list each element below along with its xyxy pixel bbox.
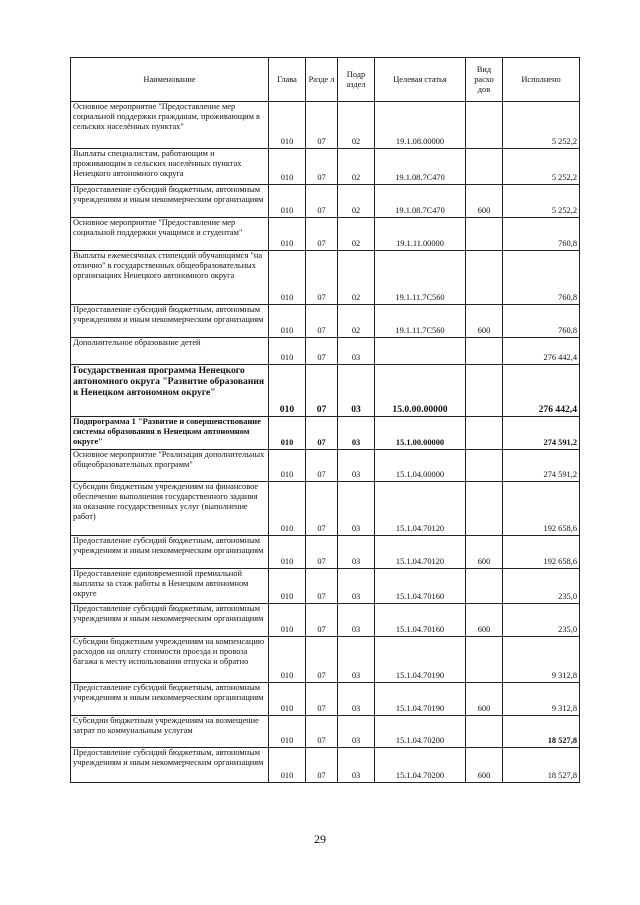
table-row: [71, 683, 580, 716]
row-statya: 19.1.11.00000: [375, 218, 466, 251]
row-vid: [466, 149, 503, 185]
row-glava: 010: [269, 149, 306, 185]
row-ispolneno: 235,0: [503, 569, 580, 604]
table-row: [71, 149, 580, 185]
row-name: Субсидии бюджетным учреждениям на возмещение затрат по коммунальным услугам: [71, 716, 269, 748]
row-vid: [466, 218, 503, 251]
row-razdel: 07: [306, 102, 338, 149]
row-ispolneno: 192 658,6: [503, 536, 580, 569]
header-podrazdel: Подр аздел: [338, 58, 375, 102]
table-row: [71, 185, 580, 218]
row-podrazdel: 02: [338, 185, 375, 218]
row-glava: 010: [269, 683, 306, 716]
row-podrazdel: 03: [338, 637, 375, 683]
row-statya: [375, 338, 466, 365]
row-ispolneno: 9 312,8: [503, 637, 580, 683]
row-statya: 15.1.04.70200: [375, 748, 466, 783]
row-glava: 010: [269, 417, 306, 450]
table-row: [71, 716, 580, 748]
row-ispolneno: 274 591,2: [503, 450, 580, 482]
header-vid: Вид расхо дов: [466, 58, 503, 102]
row-podrazdel: 02: [338, 218, 375, 251]
row-razdel: 07: [306, 149, 338, 185]
row-statya: 15.1.04.70120: [375, 482, 466, 536]
table-row: [71, 417, 580, 450]
header-name: Наименование: [71, 58, 269, 102]
row-name: Субсидии бюджетным учреждениям на компенсацию расходов на оплату стоимости проезда и провоза багажа к месту использования отпуска и обратно: [71, 637, 269, 683]
row-razdel: 07: [306, 305, 338, 338]
row-glava: 010: [269, 305, 306, 338]
row-statya: 15.1.04.70160: [375, 569, 466, 604]
page-number: 29: [314, 832, 326, 846]
row-razdel: 07: [306, 185, 338, 218]
row-razdel: 07: [306, 338, 338, 365]
row-podrazdel: 03: [338, 482, 375, 536]
row-ispolneno: 274 591,2: [503, 417, 580, 450]
row-name: Предоставление субсидий бюджетным, автономным учреждениям и иным некоммерческим организациям: [71, 748, 269, 783]
row-statya: 15.0.00.00000: [375, 365, 466, 417]
row-glava: 010: [269, 185, 306, 218]
row-glava: 010: [269, 450, 306, 482]
row-glava: 010: [269, 218, 306, 251]
row-vid: [466, 716, 503, 748]
row-statya: 19.1.11.7С560: [375, 305, 466, 338]
row-razdel: 07: [306, 536, 338, 569]
row-podrazdel: 03: [338, 365, 375, 417]
row-name: Предоставление субсидий бюджетным, автономным учреждениям и иным некоммерческим организациям: [71, 683, 269, 716]
row-podrazdel: 02: [338, 305, 375, 338]
row-statya: 15.1.00.00000: [375, 417, 466, 450]
row-vid: [466, 365, 503, 417]
row-statya: 15.1.04.00000: [375, 450, 466, 482]
row-razdel: 07: [306, 716, 338, 748]
row-ispolneno: 9 312,8: [503, 683, 580, 716]
row-ispolneno: 192 658,6: [503, 482, 580, 536]
row-statya: 19.1.11.7С560: [375, 251, 466, 305]
table-row: [71, 218, 580, 251]
row-podrazdel: 02: [338, 149, 375, 185]
table-row: [71, 102, 580, 149]
budget-table: [70, 57, 580, 783]
row-name: Основное мероприятие "Реализация дополнительных общеобразовательных программ": [71, 450, 269, 482]
row-glava: 010: [269, 748, 306, 783]
row-razdel: 07: [306, 569, 338, 604]
row-razdel: 07: [306, 365, 338, 417]
row-vid: [466, 482, 503, 536]
header-statya: Целевая статья: [375, 58, 466, 102]
table-row: [71, 338, 580, 365]
row-ispolneno: 760,8: [503, 305, 580, 338]
table-row: [71, 482, 580, 536]
row-ispolneno: 760,8: [503, 218, 580, 251]
row-vid: 600: [466, 748, 503, 783]
row-ispolneno: 5 252,2: [503, 102, 580, 149]
row-name: Основное мероприятие "Предоставление мер социальной поддержки учащимся и студентам": [71, 218, 269, 251]
row-glava: 010: [269, 716, 306, 748]
row-razdel: 07: [306, 251, 338, 305]
row-ispolneno: 18 527,8: [503, 716, 580, 748]
row-name: Выплаты ежемесячных стипендий обучающимся "на отлично" в государственных общеобразовательных организациях Ненецкого автономного округа: [71, 251, 269, 305]
row-vid: [466, 251, 503, 305]
row-ispolneno: 276 442,4: [503, 338, 580, 365]
row-podrazdel: 03: [338, 683, 375, 716]
row-razdel: 07: [306, 604, 338, 637]
row-vid: [466, 569, 503, 604]
row-glava: 010: [269, 536, 306, 569]
row-glava: 010: [269, 251, 306, 305]
table-row: [71, 604, 580, 637]
row-name: Основное мероприятие "Предоставление мер социальной поддержки гражданам, проживающим в сельских населённых пунктах": [71, 102, 269, 149]
header-row: [71, 58, 580, 102]
table-row: [71, 536, 580, 569]
row-glava: 010: [269, 365, 306, 417]
row-name: Предоставление субсидий бюджетным, автономным учреждениям и иным некоммерческим организациям: [71, 604, 269, 637]
row-podrazdel: 03: [338, 417, 375, 450]
row-podrazdel: 02: [338, 102, 375, 149]
row-razdel: 07: [306, 683, 338, 716]
row-statya: 19.1.08.7С470: [375, 185, 466, 218]
row-razdel: 07: [306, 482, 338, 536]
table-row: [71, 637, 580, 683]
row-statya: 15.1.04.70120: [375, 536, 466, 569]
table-row: [71, 305, 580, 338]
row-podrazdel: 03: [338, 450, 375, 482]
row-podrazdel: 03: [338, 748, 375, 783]
row-vid: [466, 450, 503, 482]
row-glava: 010: [269, 482, 306, 536]
header-ispolneno: Исполнено: [503, 58, 580, 102]
table-row: [71, 569, 580, 604]
table-row: [71, 450, 580, 482]
row-statya: 15.1.04.70200: [375, 716, 466, 748]
row-glava: 010: [269, 637, 306, 683]
row-podrazdel: 03: [338, 604, 375, 637]
row-vid: 600: [466, 683, 503, 716]
row-glava: 010: [269, 604, 306, 637]
row-statya: 15.1.04.70190: [375, 637, 466, 683]
row-podrazdel: 03: [338, 569, 375, 604]
row-name: Подпрограмма 1 "Развитие и совершенствование системы образования в Ненецком автономном округе": [71, 417, 269, 450]
row-podrazdel: 03: [338, 536, 375, 569]
row-razdel: 07: [306, 417, 338, 450]
row-ispolneno: 276 442,4: [503, 365, 580, 417]
row-podrazdel: 03: [338, 716, 375, 748]
row-vid: 600: [466, 185, 503, 218]
row-razdel: 07: [306, 748, 338, 783]
row-name: Выплаты специалистам, работающим и проживающим в сельских населённых пунктах Ненецкого автономного округа: [71, 149, 269, 185]
row-podrazdel: 02: [338, 251, 375, 305]
row-glava: 010: [269, 102, 306, 149]
row-podrazdel: 03: [338, 338, 375, 365]
table-row: [71, 748, 580, 783]
row-vid: [466, 338, 503, 365]
row-name: Предоставление субсидий бюджетным, автономным учреждениям и иным некоммерческим организациям: [71, 305, 269, 338]
table-row: [71, 251, 580, 305]
row-razdel: 07: [306, 637, 338, 683]
row-name: Предоставление субсидий бюджетным, автономным учреждениям и иным некоммерческим организациям: [71, 536, 269, 569]
row-name: Предоставление единовременной премиальной выплаты за стаж работы в Ненецком автономном округе: [71, 569, 269, 604]
row-vid: [466, 102, 503, 149]
table-row: [71, 365, 580, 417]
row-vid: [466, 637, 503, 683]
row-vid: [466, 417, 503, 450]
row-vid: 600: [466, 305, 503, 338]
row-razdel: 07: [306, 218, 338, 251]
header-glava: Глава: [269, 58, 306, 102]
row-vid: 600: [466, 536, 503, 569]
row-razdel: 07: [306, 450, 338, 482]
document-page: [70, 57, 579, 783]
row-ispolneno: 760,8: [503, 251, 580, 305]
row-ispolneno: 5 252,2: [503, 149, 580, 185]
row-ispolneno: 5 252,2: [503, 185, 580, 218]
row-name: Предоставление субсидий бюджетным, автономным учреждениям и иным некоммерческим организациям: [71, 185, 269, 218]
row-ispolneno: 18 527,8: [503, 748, 580, 783]
row-statya: 15.1.04.70160: [375, 604, 466, 637]
row-glava: 010: [269, 569, 306, 604]
row-statya: 15.1.04.70190: [375, 683, 466, 716]
row-name: Дополнительное образование детей: [71, 338, 269, 365]
row-statya: 19.1.08.7С470: [375, 149, 466, 185]
row-name: Субсидии бюджетным учреждениям на финансовое обеспечение выполнения государственного задания на оказание государственных услуг (выполнение работ): [71, 482, 269, 536]
row-name: Государственная программа Ненецкого автономного округа "Развитие образования в Ненецком автономном округе": [71, 365, 269, 417]
row-vid: 600: [466, 604, 503, 637]
row-ispolneno: 235,0: [503, 604, 580, 637]
header-razdel: Разде л: [306, 58, 338, 102]
row-glava: 010: [269, 338, 306, 365]
row-statya: 19.1.08.00000: [375, 102, 466, 149]
